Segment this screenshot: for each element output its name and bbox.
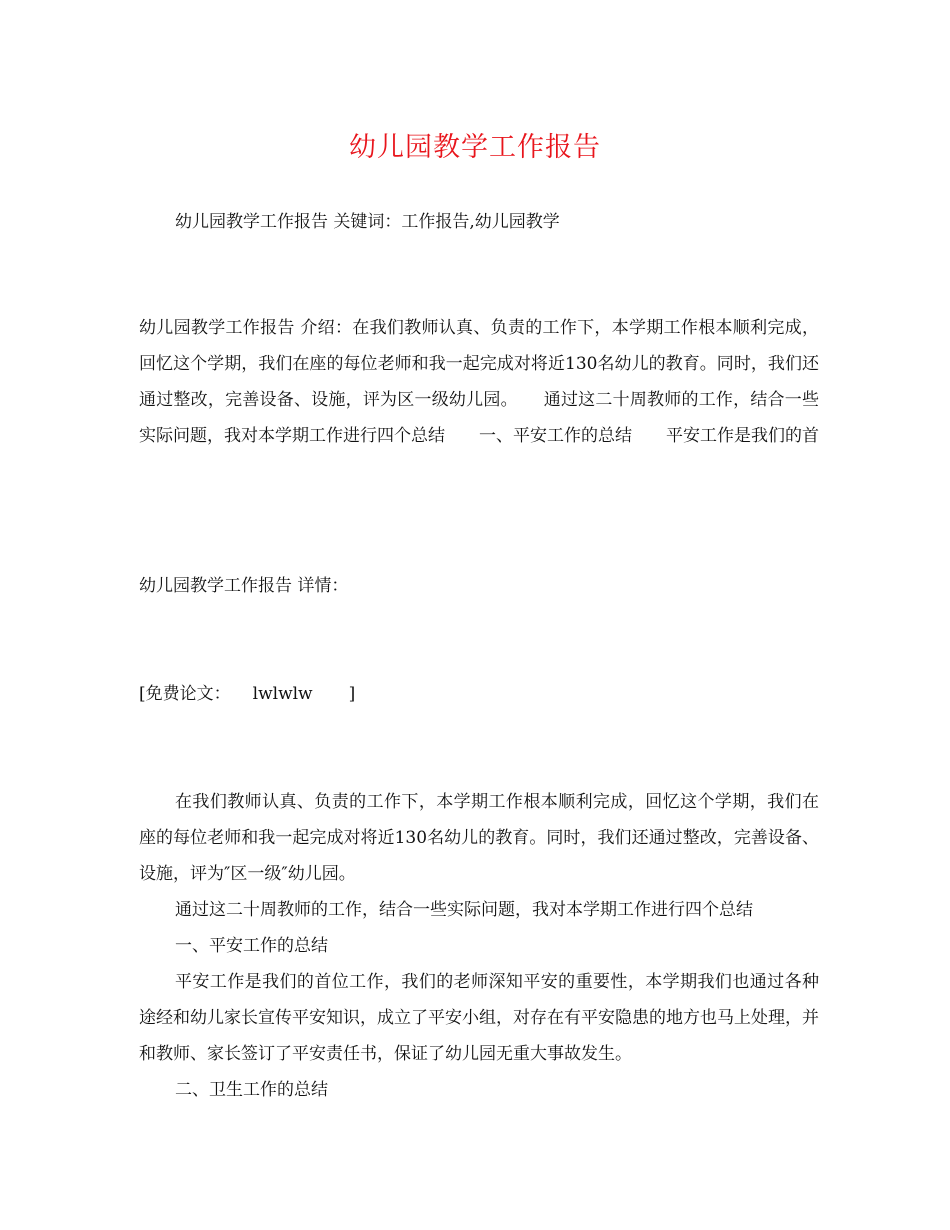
body-paragraph-3: 平安工作是我们的首位工作，我们的老师深知平安的重要性，本学期我们也通过各种途经和幼儿家长宣传平安知识，成立了平安小组，对存在有平安隐患的地方也马上处理，并和教师、家长签订了平安责任书，保证了幼儿园无重大事故发生。 — [139, 972, 819, 1064]
free-paper-suffix: ] — [348, 684, 356, 704]
document-title: 幼儿园教学工作报告 — [349, 132, 601, 163]
detail-label: 幼儿园教学工作报告 详情： — [139, 576, 349, 596]
body-paragraph-2: 通过这二十周教师的工作，结合一些实际问题，我对本学期工作进行四个总结 — [175, 900, 753, 920]
intro-paragraph: 幼儿园教学工作报告 介绍：在我们教师认真、负责的工作下，本学期工作根本顺利完成，回忆这个学期，我们在座的每位老师和我一起完成对将近130名幼儿的教育。同时，我们还通过整改，完善设备、设施，评为区一级幼儿园。 通过这二十周教师的工作，结合一些实际问题，我对本学期工作进行四个总结 一、平安工作的总结 平安工作是我们的首 — [139, 318, 819, 446]
free-paper-code: lwlwlw — [252, 684, 313, 704]
section-1-heading: 一、平安工作的总结 — [175, 936, 328, 956]
keywords-line: 幼儿园教学工作报告 关键词：工作报告,幼儿园教学 — [175, 212, 560, 232]
free-paper-prefix: [免费论文： — [139, 684, 231, 704]
free-paper-note — [139, 676, 819, 712]
body-paragraph-1: 在我们教师认真、负责的工作下，本学期工作根本顺利完成，回忆这个学期，我们在座的每位老师和我一起完成对将近130名幼儿的教育。同时，我们还通过整改，完善设备、设施，评为″区一级″幼儿园。 — [139, 792, 819, 884]
section-2-heading: 二、卫生工作的总结 — [175, 1080, 328, 1100]
